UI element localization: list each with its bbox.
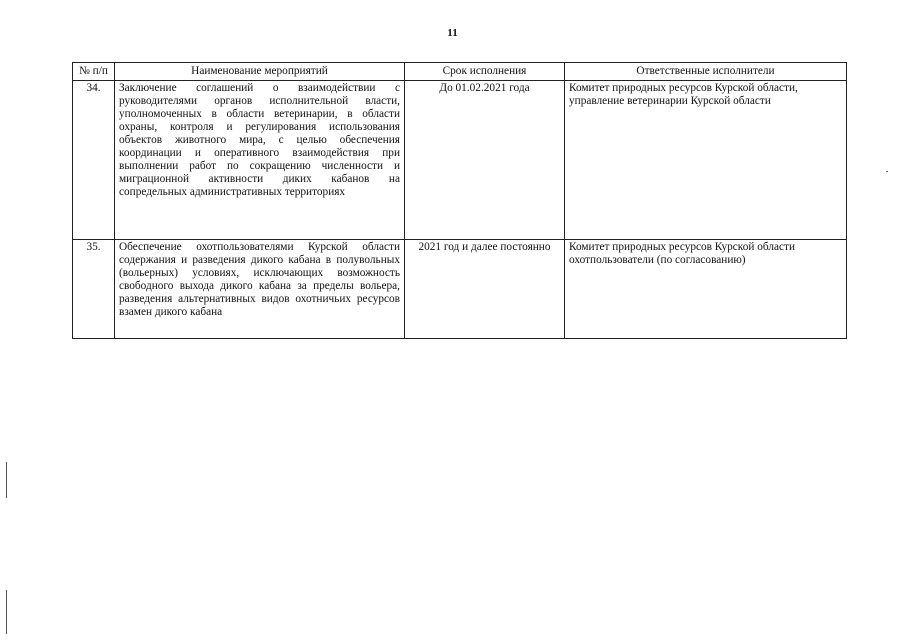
table-row xyxy=(73,81,847,240)
row-measure-name: Обеспечение охотпользователями Курской области содержания и разведения дикого кабана в полувольных (вольерных) условиях, исключающих возможность свободного выхода дикого кабана за пределы вольера, разведения альтернативных видов охотничьих ресурсов взамен дикого кабана xyxy=(115,240,405,339)
scan-speck xyxy=(886,171,888,172)
header-measure-name: Наименование мероприятий xyxy=(115,63,405,81)
header-responsible: Ответственные исполнители xyxy=(565,63,847,81)
row-measure-name: Заключение соглашений о взаимодействии с руководителями органов исполнительной власти, уполномоченных в области ветеринарии, в области охраны, контроля и регулирования использования объектов животного мира, с целью обеспечения координации и оперативного взаимодействия при выполнении работ по сокращению численности и миграционной активности диких кабанов на сопредельных административных территориях xyxy=(115,81,405,240)
row-number: 34. xyxy=(73,81,115,240)
measures-table xyxy=(72,62,847,339)
page-number: 11 xyxy=(447,27,458,39)
table-row xyxy=(73,240,847,339)
row-deadline: До 01.02.2021 года xyxy=(405,81,565,240)
row-number: 35. xyxy=(73,240,115,339)
row-responsible: Комитет природных ресурсов Курской области охотпользователи (по согласованию) xyxy=(565,240,847,339)
scan-edge-mark xyxy=(6,590,7,634)
header-number: № п/п xyxy=(73,63,115,81)
row-deadline: 2021 год и далее постоянно xyxy=(405,240,565,339)
row-responsible: Комитет природных ресурсов Курской области, управление ветеринарии Курской области xyxy=(565,81,847,240)
header-deadline: Срок исполнения xyxy=(405,63,565,81)
table-header-row xyxy=(73,63,847,81)
scan-edge-mark xyxy=(6,462,7,498)
